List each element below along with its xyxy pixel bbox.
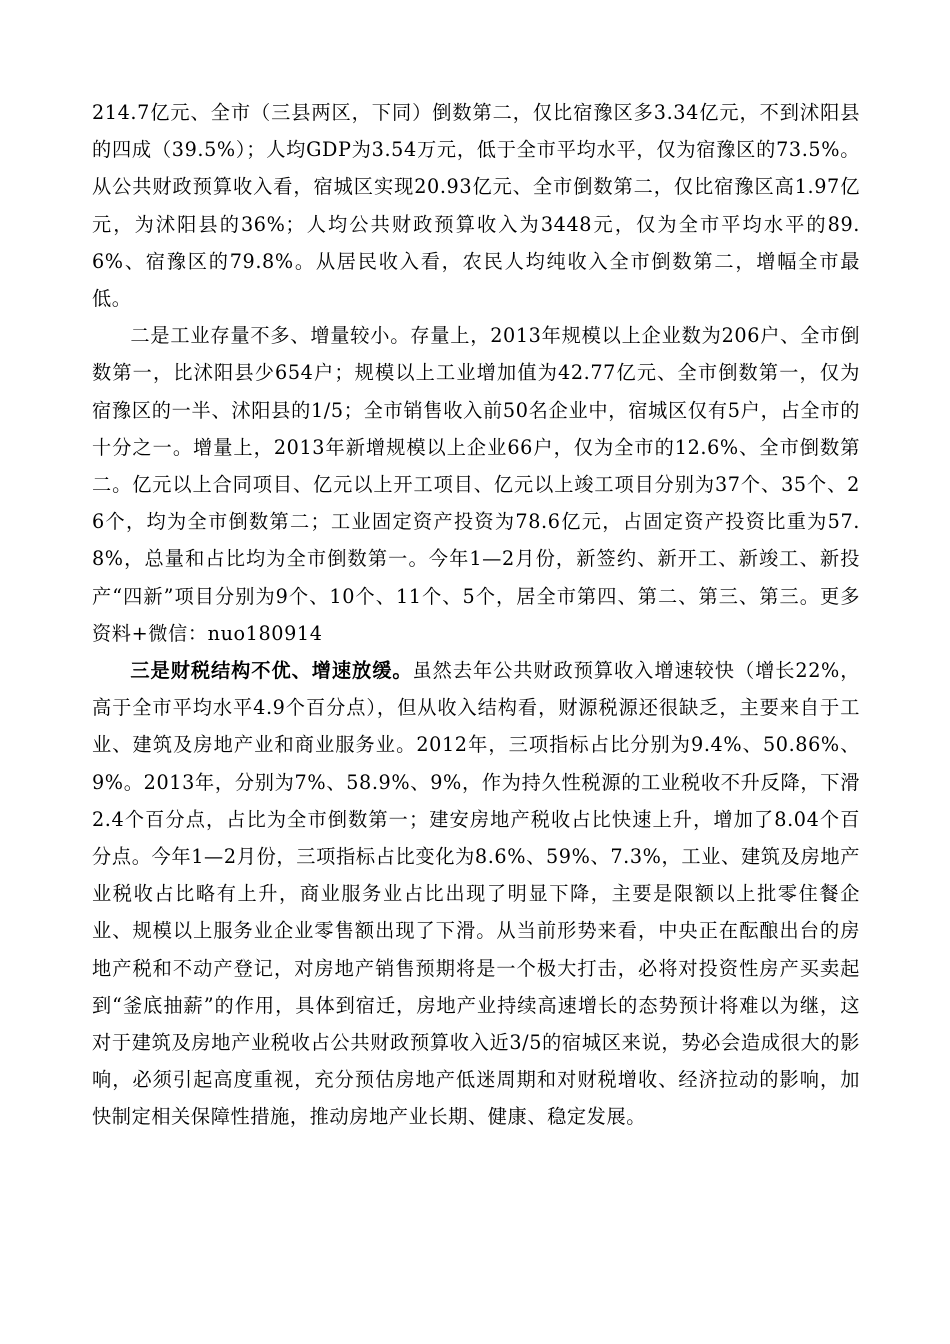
paragraph-fiscal-tax [92, 652, 860, 1136]
paragraph-1-text: 214.7亿元、全市（三县两区，下同）倒数第二，仅比宿豫区多3.34亿元，不到沭阳县的四成（39.5%）；人均GDP为3.54万元，低于全市平均水平，仅为宿豫区的73.5%。从公共财政预算收入看，宿城区实现20.93亿元、全市倒数第二，仅比宿豫区高1.97亿元，为沭阳县的36%；人均公共财政预算收入为3448元，仅为全市平均水平的89.6%、宿豫区的79.8%。从居民收入看，农民人均纯收入全市倒数第二，增幅全市最低。 [92, 101, 860, 311]
paragraph-2-text: 二是工业存量不多、增量较小。存量上，2013年规模以上企业数为206户、全市倒数第一，比沭阳县少654户；规模以上工业增加值为42.77亿元、全市倒数第一，仅为宿豫区的一半、沭阳县的1/5；全市销售收入前50名企业中，宿城区仅有5户，占全市的十分之一。增量上，2013年新增规模以上企业66户，仅为全市的12.6%、全市倒数第二。亿元以上合同项目、亿元以上开工项目、亿元以上竣工项目分别为37个、35个、26个，均为全市倒数第二；工业固定资产投资为78.6亿元，占固定资产投资比重为57.8%，总量和占比均为全市倒数第一。今年1—2月份，新签约、新开工、新竣工、新投产“四新”项目分别为9个、10个、11个、5个，居全市第四、第二、第三、第三。更多资料+微信：nuo180914 [92, 324, 860, 645]
document-page [92, 94, 860, 1136]
paragraph-economic-indicators [92, 94, 860, 317]
paragraph-3-text: 虽然去年公共财政预算收入增速较快（增长22%，高于全市平均水平4.9个百分点），但从收入结构看，财源税源还很缺乏，主要来自于工业、建筑及房地产业和商业服务业。2012年，三项指标占比分别为9.4%、50.86%、9%。2013年，分别为7%、58.9%、9%，作为持久性税源的工业税收不升反降，下滑2.4个百分点，占比为全市倒数第一；建安房地产税收占比快速上升，增加了8.04个百分点。今年1—2月份，三项指标占比变化为8.6%、59%、7.3%，工业、建筑及房地产业税收占比略有上升，商业服务业占比出现了明显下降，主要是限额以上批零住餐企业、规模以上服务业企业零售额出现了下滑。从当前形势来看，中央正在酝酿出台的房地产税和不动产登记，对房地产销售预期将是一个极大打击，必将对投资性房产买卖起到“釜底抽薪”的作用，具体到宿迁，房地产业持续高速增长的态势预计将难以为继，这对于建筑及房地产业税收占公共财政预算收入近3/5的宿城区来说，势必会造成很大的影响，必须引起高度重视，充分预估房地产低迷周期和对财税增收、经济拉动的影响，加快制定相关保障性措施，推动房地产业长期、健康、稳定发展。 [92, 659, 860, 1129]
paragraph-3-heading: 三是财税结构不优、增速放缓。 [130, 659, 413, 683]
paragraph-industry [92, 317, 860, 652]
